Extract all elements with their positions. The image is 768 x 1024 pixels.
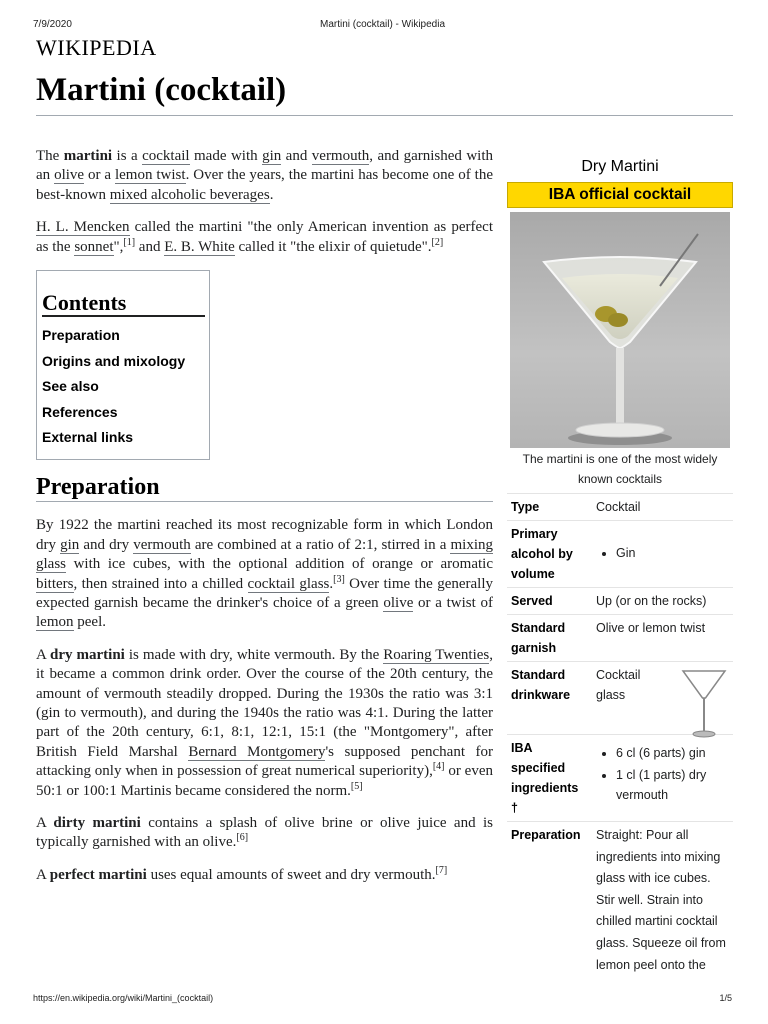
drinkware-text[interactable]: Cocktail glass bbox=[596, 668, 641, 702]
text: are combined at a ratio of 2:1, stirred in a bbox=[190, 536, 451, 553]
alcohol-item[interactable]: • Gin bbox=[616, 543, 729, 563]
link-gin[interactable]: gin bbox=[262, 148, 282, 164]
row-label: Primary alcohol by volume bbox=[507, 521, 592, 588]
infobox-title: Dry Martini bbox=[581, 158, 659, 175]
text: ", bbox=[113, 238, 124, 255]
toc-item-preparation[interactable]: Preparation bbox=[42, 327, 120, 344]
article-body bbox=[36, 147, 493, 898]
citation-6[interactable]: [6] bbox=[236, 832, 249, 844]
link-gin[interactable]: gin bbox=[60, 536, 80, 553]
link-eb-white[interactable]: E. B. White bbox=[164, 238, 235, 255]
ingredient-item: • 1 cl (1 parts) dry vermouth bbox=[616, 765, 729, 805]
infobox-row-drinkware bbox=[507, 662, 733, 735]
cocktail-glass-icon[interactable] bbox=[681, 668, 727, 740]
link-mencken[interactable]: H. L. Mencken bbox=[36, 219, 130, 236]
print-page-number: 1/5 bbox=[719, 993, 732, 1003]
text: 's supposed penchant for attacking only when in possession of great numerical superiority), bbox=[36, 743, 493, 780]
link-cocktail[interactable]: cocktail bbox=[142, 148, 190, 164]
text: uses equal amounts of sweet and dry vermouth. bbox=[146, 866, 436, 883]
citation-4[interactable]: [4] bbox=[432, 761, 445, 773]
citation-7[interactable]: [7] bbox=[435, 864, 448, 876]
print-page-title: Martini (cocktail) - Wikipedia bbox=[319, 19, 446, 30]
infobox-row-type bbox=[507, 494, 733, 521]
toc-item-origins[interactable]: Origins and mixology bbox=[42, 352, 186, 369]
print-date: 7/9/2020 bbox=[33, 19, 72, 30]
page-title: Martini (cocktail) bbox=[36, 72, 287, 108]
link-lemon-twist[interactable]: lemon twist bbox=[114, 167, 186, 184]
link-vermouth[interactable]: vermouth bbox=[311, 148, 370, 164]
title-divider bbox=[36, 115, 733, 116]
row-label: Served bbox=[507, 588, 592, 615]
preparation-paragraph-4 bbox=[36, 866, 493, 885]
row-label: IBA specified ingredients † bbox=[507, 735, 592, 822]
text: , then strained into a chilled bbox=[73, 575, 248, 592]
infobox-row-preparation bbox=[507, 822, 733, 980]
print-header bbox=[33, 19, 732, 33]
martini-glass-illustration bbox=[510, 212, 730, 448]
link-mixing-glass[interactable]: mixing glass bbox=[36, 536, 493, 573]
citation-5[interactable]: [5] bbox=[350, 780, 363, 792]
text: is a bbox=[112, 148, 143, 164]
row-value bbox=[592, 662, 733, 735]
bold-term: dry martini bbox=[50, 646, 125, 663]
text: A bbox=[36, 866, 50, 883]
citation-1[interactable]: [1] bbox=[123, 236, 136, 248]
olive-2 bbox=[608, 313, 628, 327]
text: with ice cubes, with the optional addition of orange or aromatic bbox=[66, 556, 493, 573]
bold-term: dirty martini bbox=[53, 815, 141, 832]
text: peel. bbox=[73, 614, 106, 631]
ingredient-item: • 6 cl (6 parts) gin bbox=[616, 743, 729, 763]
text: . bbox=[269, 186, 274, 203]
text: is made with dry, white vermouth. By the bbox=[124, 646, 384, 663]
link-roaring-twenties[interactable]: Roaring Twenties bbox=[383, 646, 490, 663]
row-label: Standard drinkware bbox=[507, 662, 592, 735]
toc-item-see-also[interactable]: See also bbox=[42, 378, 99, 395]
glass-stem bbox=[616, 348, 624, 428]
infobox bbox=[507, 155, 733, 979]
text: Over time the generally expected garnish became the drinker's choice of a green bbox=[36, 575, 494, 611]
text: or a twist of bbox=[413, 594, 493, 611]
link-bitters[interactable]: bitters bbox=[36, 575, 74, 592]
preparation-paragraph-1 bbox=[36, 516, 493, 632]
infobox-row-alcohol bbox=[507, 521, 733, 588]
text: A bbox=[36, 646, 51, 663]
wordmark-text: WIKIPEDIA bbox=[36, 35, 157, 60]
text: A bbox=[36, 815, 54, 832]
row-value: Olive or lemon twist bbox=[592, 615, 733, 662]
toc-item-external-links[interactable]: External links bbox=[42, 429, 134, 446]
link-sonnet[interactable]: sonnet bbox=[74, 238, 114, 255]
text: made with bbox=[189, 148, 263, 164]
infobox-row-garnish bbox=[507, 615, 733, 662]
text: and bbox=[135, 238, 165, 255]
section-heading-preparation: Preparation bbox=[36, 478, 493, 502]
link-bernard-montgomery[interactable]: Bernard Montgomery bbox=[188, 743, 326, 760]
row-value bbox=[592, 735, 733, 822]
text: By 1922 the martini reached its most recognizable form in which London dry bbox=[36, 517, 493, 553]
row-value: Up (or on the rocks) bbox=[592, 588, 733, 615]
print-footer bbox=[33, 993, 732, 1007]
text: The bbox=[36, 148, 64, 164]
bold-term: martini bbox=[63, 148, 113, 164]
bold-term: perfect martini bbox=[49, 866, 147, 883]
row-value: Cocktail bbox=[592, 494, 733, 521]
row-value bbox=[592, 521, 733, 588]
print-url: https://en.wikipedia.org/wiki/Martini_(cocktail) bbox=[33, 993, 214, 1003]
table-of-contents bbox=[36, 270, 210, 460]
text: contains a splash of olive brine or olive juice and is typically garnished with an olive. bbox=[36, 815, 493, 851]
preparation-paragraph-2 bbox=[36, 646, 493, 801]
text: , and garnished with an bbox=[36, 148, 493, 184]
toc-title: Contents bbox=[42, 293, 205, 317]
link-cocktail-glass[interactable]: cocktail glass bbox=[247, 575, 330, 592]
infobox-image-caption: The martini is one of the most widely known cocktails bbox=[522, 452, 718, 486]
row-value: Straight: Pour all ingredients into mixing glass with ice cubes. Stir well. Strain into chilled martini cocktail glass. Squeeze oil from lemon peel onto the bbox=[592, 822, 733, 980]
infobox-row-served bbox=[507, 588, 733, 615]
text: and bbox=[281, 148, 312, 164]
text: and dry bbox=[79, 536, 134, 553]
link-olive[interactable]: olive bbox=[54, 167, 85, 184]
preparation-paragraph-3 bbox=[36, 814, 493, 853]
text: . Over the years, the martini has become one of the best-known bbox=[36, 167, 493, 203]
link-olive[interactable]: olive bbox=[383, 594, 414, 611]
citation-3[interactable]: [3] bbox=[333, 573, 345, 585]
link-lemon[interactable]: lemon bbox=[36, 614, 74, 631]
text: or even 50:1 or 100:1 Martinis became considered the norm. bbox=[36, 763, 493, 799]
text: called the martini "the only American invention as perfect as the bbox=[36, 219, 493, 255]
infobox-table bbox=[507, 493, 733, 979]
link-mixed-alcoholic-beverages[interactable]: mixed alcoholic beverages bbox=[109, 186, 270, 203]
text: called it "the elixir of quietude". bbox=[234, 238, 432, 255]
text: . bbox=[329, 575, 334, 592]
martini-photo[interactable] bbox=[510, 212, 730, 448]
citation-2[interactable]: [2] bbox=[431, 236, 444, 248]
glass-base bbox=[576, 423, 664, 437]
text: , it became a common drink order. Over the course of the 20th century, the amount of vermouth steadily dropped. During the 1930s the ratio was 3:1 (gin to vermouth), and during the 1940s the ratio was 4:1. During the latter part of the 20th century, 6:1, 8:1, 12:1, 15:1 (the "Montgomery", after British Field Marshal bbox=[36, 646, 493, 760]
row-label: Standard garnish bbox=[507, 615, 592, 662]
toc-item-references[interactable]: References bbox=[42, 403, 118, 420]
intro-paragraph-1 bbox=[36, 147, 493, 205]
intro-paragraph-2 bbox=[36, 218, 493, 257]
row-label: Preparation bbox=[507, 822, 592, 980]
wikipedia-wordmark[interactable] bbox=[36, 35, 157, 61]
row-label: Type bbox=[507, 494, 592, 521]
text: or a bbox=[84, 167, 115, 184]
infobox-banner[interactable]: IBA official cocktail bbox=[507, 182, 733, 208]
infobox-row-ingredients bbox=[507, 735, 733, 822]
link-vermouth[interactable]: vermouth bbox=[133, 536, 191, 553]
